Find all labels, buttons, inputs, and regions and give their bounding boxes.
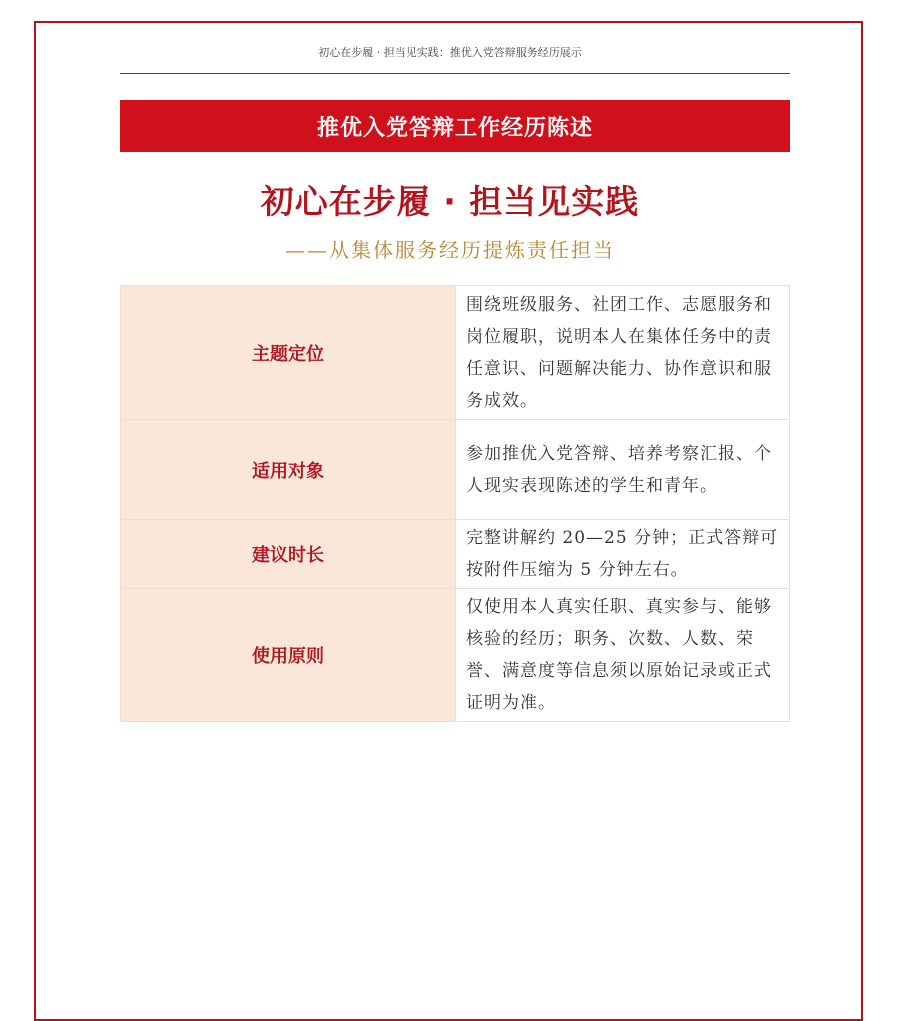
- table-row: [121, 520, 790, 589]
- table-row: [121, 589, 790, 722]
- row-value: 参加推优入党答辩、培养考察汇报、个人现实表现陈述的学生和青年。: [456, 420, 790, 520]
- row-value: 围绕班级服务、社团工作、志愿服务和岗位履职，说明本人在集体任务中的责任意识、问题解决能力、协作意识和服务成效。: [456, 286, 790, 420]
- row-label: 建议时长: [121, 520, 456, 589]
- running-header: 初心在步履 · 担当见实践：推优入党答辩服务经历展示: [318, 46, 582, 59]
- row-label: 主题定位: [121, 286, 456, 420]
- main-title: 初心在步履 · 担当见实践: [260, 182, 640, 221]
- sub-title: ——从集体服务经历提炼责任担当: [285, 238, 615, 262]
- header-divider: [120, 73, 790, 74]
- row-value: 完整讲解约 20—25 分钟；正式答辩可按附件压缩为 5 分钟左右。: [456, 520, 790, 589]
- table-row: [121, 286, 790, 420]
- row-label: 使用原则: [121, 589, 456, 722]
- banner-title: 推优入党答辩工作经历陈述: [316, 115, 593, 141]
- title-banner: [120, 100, 790, 152]
- row-label: 适用对象: [121, 420, 456, 520]
- info-table: [120, 285, 790, 722]
- table-row: [121, 420, 790, 520]
- row-value: 仅使用本人真实任职、真实参与、能够核验的经历；职务、次数、人数、荣誉、满意度等信息须以原始记录或正式证明为准。: [456, 589, 790, 722]
